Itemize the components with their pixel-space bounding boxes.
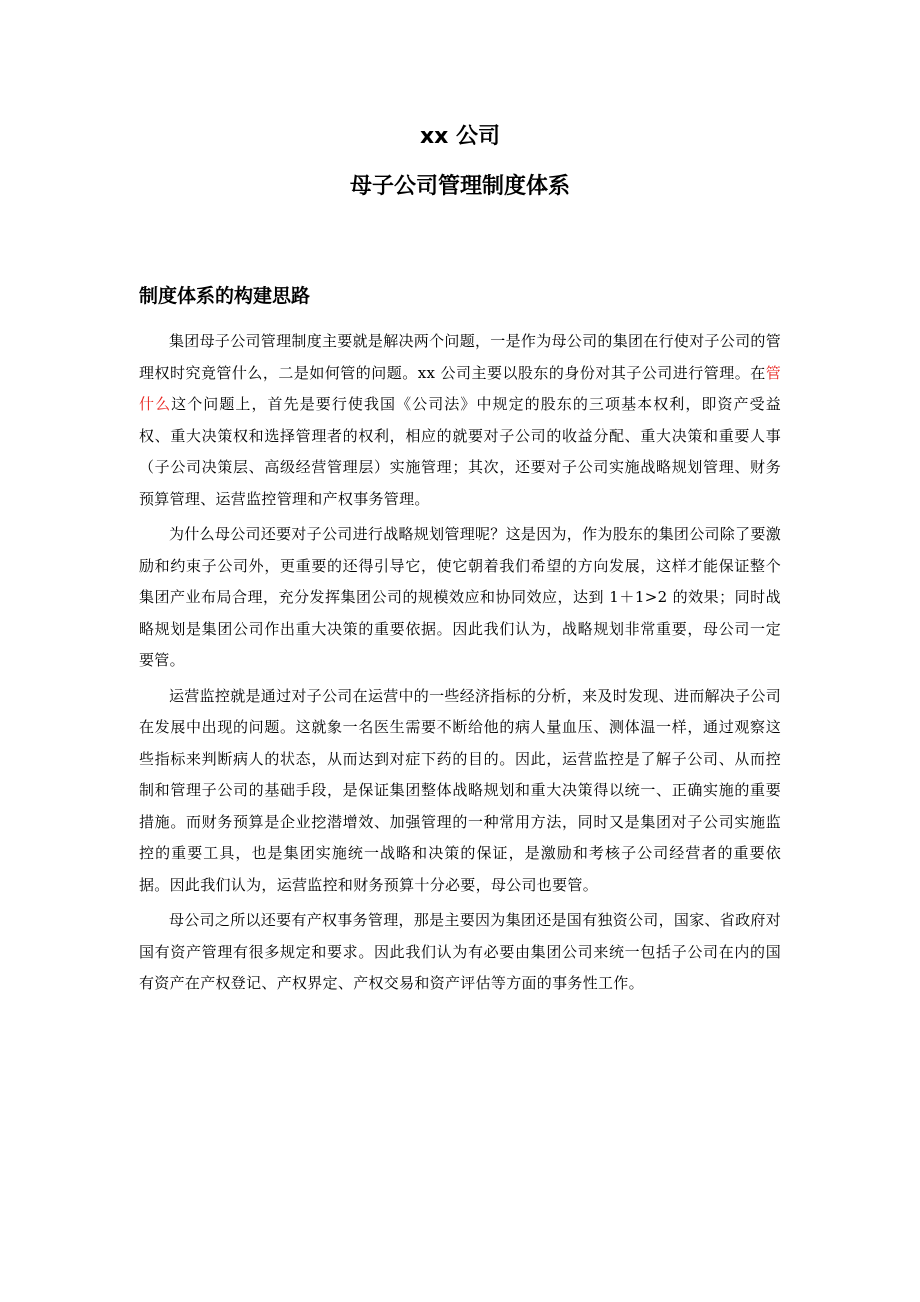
company-title: xx 公司: [419, 124, 501, 149]
section-heading: 制度体系的构建思路: [139, 285, 311, 307]
paragraph-4: 母公司之所以还要有产权事务管理，那是主要因为集团还是国有独资公司，国家、省政府对国有资产管理有很多规定和要求。因此我们认为有必要由集团公司来统一包括子公司在内的国有资产在产权登记、产权界定、产权交易和资产评估等方面的事务性工作。: [139, 911, 782, 992]
paragraph-3: 运营监控就是通过对子公司在运营中的一些经济指标的分析，来及时发现、进而解决子公司在发展中出现的问题。这就象一名医生需要不断给他的病人量血压、测体温一样，通过观察这些指标来判断病人的状态，从而达到对症下药的目的。因此，运营监控是了解子公司、从而控制和管理子公司的基础手段，是保证集团整体战略规划和重大决策得以统一、正确实施的重要措施。而财务预算是企业挖潜增效、加强管理的一种常用方法，同时又是集团对子公司实施监控的重要工具，也是集团实施统一战略和决策的保证，是激励和考核子公司经营者的重要依据。因此我们认为，运营监控和财务预算十分必要，母公司也要管。: [139, 686, 782, 894]
body-text: [139, 326, 781, 1004]
paragraph-1-after: 这个问题上，首先是要行使我国《公司法》中规定的股东的三项基本权利，即资产受益权、重大决策权和选择管理者的权利，相应的就要对子公司的收益分配、重大决策和重要人事（子公司决策层、高级经营管理层）实施管理；其次，还要对子公司实施战略规划管理、财务预算管理、运营监控管理和产权事务管理。: [139, 395, 781, 508]
paragraph-2: 为什么母公司还要对子公司进行战略规划管理呢？这是因为，作为股东的集团公司除了要激励和约束子公司外，更重要的还得引导它，使它朝着我们希望的方向发展，这样才能保证整个集团产业布局合理，充分发挥集团公司的规模效应和协同效应，达到 1＋1>2 的效果；同时战略规划是集团公司作出重大决策的重要依据。因此我们认为，战略规划非常重要，母公司一定要管。: [139, 525, 782, 669]
paragraph-1: [139, 326, 781, 515]
paragraph-1-before: 集团母子公司管理制度主要就是解决两个问题，一是作为母公司的集团在行使对子公司的管理权时究竟管什么，二是如何管的问题。xx 公司主要以股东的身份对其子公司进行管理。在: [139, 332, 782, 382]
document-title: 母子公司管理制度体系: [349, 174, 570, 199]
highlighted-phrase: 管什么: [139, 363, 781, 413]
